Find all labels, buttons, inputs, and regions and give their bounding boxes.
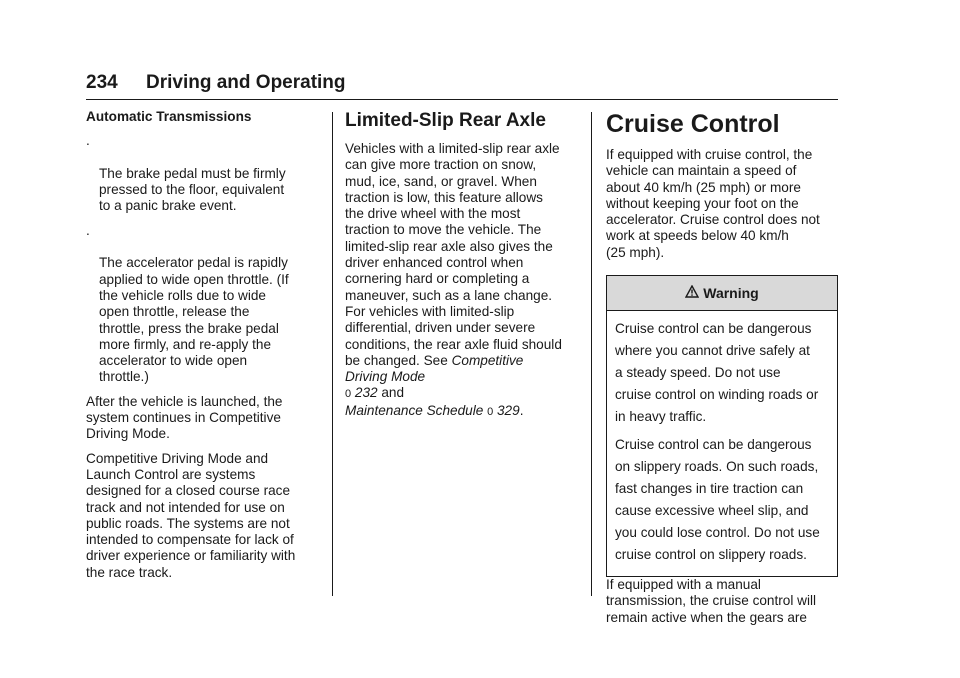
paragraph: After the vehicle is launched, the system continues in Competitive Driving Mode. bbox=[86, 393, 283, 442]
paragraph: Competitive Driving Mode and Launch Control are systems designed for a closed course race track and not intended for use on public roads. The systems are not intended to compensate for lack of driver experience or familiarity with the race track. bbox=[86, 450, 296, 580]
warning-paragraph: Cruise control can be dangerous where you cannot drive safely at a steady speed. Do not use cruise control on winding roads or in heavy traffic. bbox=[615, 321, 819, 425]
header-rule bbox=[86, 99, 838, 100]
page-number: 234 bbox=[86, 72, 118, 93]
warning-triangle-icon bbox=[685, 285, 699, 301]
paragraph: If equipped with a manual transmission, the cruise control will remain active when the gears are bbox=[606, 577, 817, 625]
subheading: Automatic Transmissions bbox=[86, 109, 252, 124]
column-divider bbox=[591, 112, 592, 596]
page-header bbox=[86, 72, 838, 100]
section-heading: Cruise Control bbox=[606, 110, 780, 138]
bullet-item bbox=[86, 133, 326, 214]
sentence-end: . bbox=[519, 402, 524, 418]
cross-reference-link[interactable]: Maintenance Schedule bbox=[345, 402, 484, 418]
bullet-text: The accelerator pedal is rapidly applied to wide open throttle. (If the vehicle rolls due to wide open throttle, release the throttle, press the brake pedal more firmly, and re-apply the accelerator to wide open throttle.) bbox=[99, 255, 289, 385]
column-1 bbox=[86, 109, 326, 589]
warning-body bbox=[607, 311, 837, 576]
conjunction: and bbox=[377, 385, 405, 401]
warning-box bbox=[606, 275, 838, 577]
warning-paragraph: Cruise control can be dangerous on slippery roads. On such roads, fast changes in tire traction can cause excessive wheel slip, and you could lose control. Do not use cruise control on slippery roads. bbox=[615, 437, 820, 563]
bullet-dot: . bbox=[86, 133, 90, 149]
bullet-item bbox=[86, 223, 326, 386]
ref-arrow-icon: 0 bbox=[487, 405, 494, 418]
bullet-text: The brake pedal must be firmly pressed to the floor, equivalent to a panic brake event. bbox=[99, 165, 286, 214]
warning-title: Warning bbox=[703, 284, 759, 301]
ref-arrow-icon: 0 bbox=[345, 388, 352, 401]
body-text: Vehicles with a limited-slip rear axle can give more traction on snow, mud, ice, sand, or gravel. When traction is low, this feature allows the drive wheel with the most traction to move the vehicle. The limited-slip rear axle also gives the driver enhanced control when cornering hard or completing a maneuver, such as a lane change. For vehicles with limited-slip differential, driven under severe conditions, the rear axle fluid should be changed. See bbox=[345, 141, 562, 368]
warning-header bbox=[607, 276, 837, 311]
column-divider bbox=[332, 112, 333, 596]
ref-page: 232 bbox=[354, 385, 378, 401]
column-3 bbox=[606, 109, 842, 634]
cross-reference-link[interactable]: Competitive Driving Mode bbox=[345, 352, 524, 385]
section-title: Driving and Operating bbox=[146, 72, 346, 93]
paragraph bbox=[345, 141, 583, 420]
ref-page: 329 bbox=[497, 402, 520, 418]
column-2 bbox=[345, 109, 583, 420]
section-heading: Limited-Slip Rear Axle bbox=[345, 110, 546, 131]
paragraph: If equipped with cruise control, the vehicle can maintain a speed of about 40 km/h (25 mph) or more without keeping your foot on the accelerator. Cruise control does not work at speeds below 40 km/h (25 mph). bbox=[606, 147, 820, 260]
bullet-dot: . bbox=[86, 222, 90, 238]
